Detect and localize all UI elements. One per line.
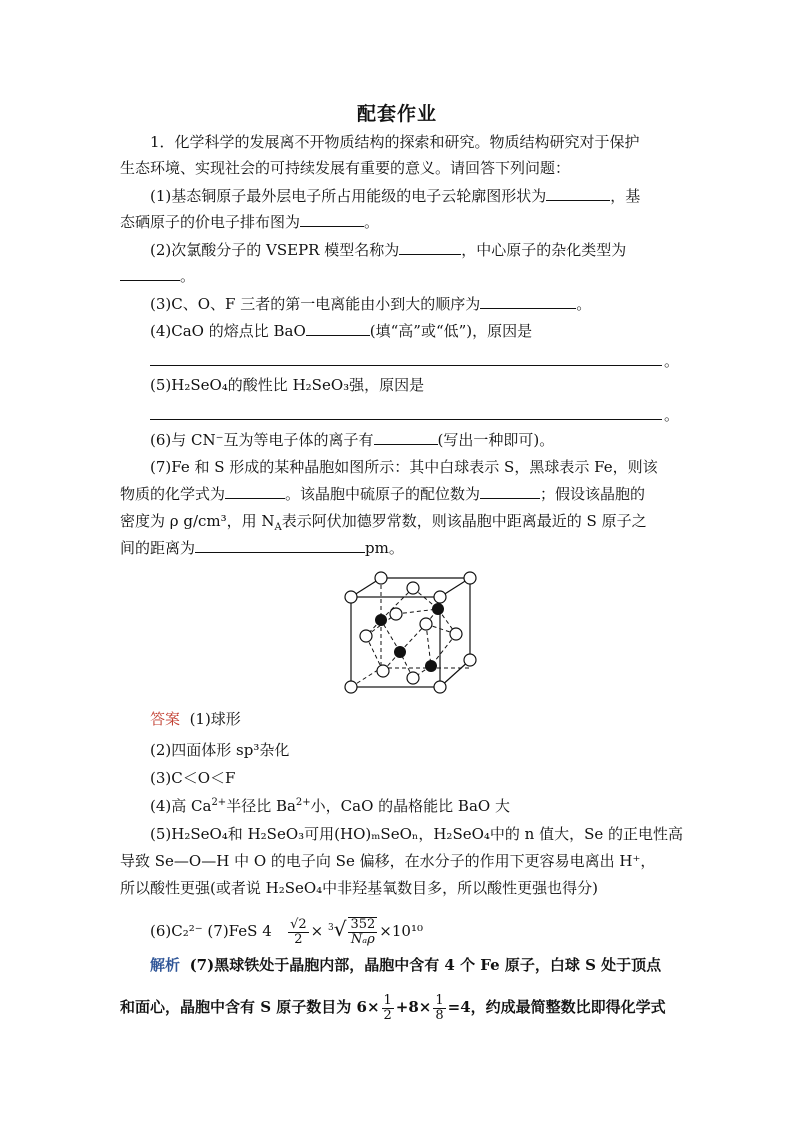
answer-3: (3)C＜O＜F bbox=[150, 769, 236, 787]
s-atom bbox=[345, 681, 357, 693]
q4-blank bbox=[306, 321, 370, 336]
s-atom bbox=[450, 628, 462, 640]
answer-6-7 bbox=[150, 912, 710, 948]
s-atom bbox=[407, 582, 419, 594]
analysis-label: 解析 bbox=[150, 956, 181, 974]
q4-answer-rule bbox=[150, 365, 662, 366]
analysis-frac-2 bbox=[433, 994, 445, 1023]
question-intro-line-2: 生态环境、实现社会的可持续发展有重要的意义。请回答下列问题： bbox=[120, 159, 571, 177]
answer-4-a: (4)高 Ca bbox=[150, 797, 212, 815]
fe-atom bbox=[394, 646, 406, 658]
q4-period: 。 bbox=[664, 352, 680, 370]
answer-4-e: 小，CaO 的晶格能比 BaO 大 bbox=[310, 797, 510, 815]
frac1-den: 2 bbox=[294, 931, 303, 947]
q6-blank bbox=[374, 430, 438, 445]
q7-line-4 bbox=[120, 538, 680, 558]
afrac2-den: 8 bbox=[435, 1007, 444, 1023]
answer-4-sup-1: 2+ bbox=[211, 797, 227, 808]
fe-atom bbox=[425, 660, 437, 672]
q7-text-b: 。该晶胞中硫原子的配位数为 bbox=[285, 485, 481, 503]
s-atom bbox=[360, 630, 372, 642]
analysis-text-2b: +8× bbox=[395, 998, 432, 1016]
fe-atom bbox=[375, 614, 387, 626]
q1-line-2 bbox=[120, 212, 680, 232]
q3-line bbox=[150, 294, 710, 314]
answer-4 bbox=[150, 796, 710, 816]
analysis-line-2 bbox=[120, 990, 680, 1024]
frac2-num: 352 bbox=[350, 917, 376, 932]
q7-line-1: (7)Fe 和 S 形成的某种晶胞如图所示：其中白球表示 S，黑球表示 Fe，则该 bbox=[150, 458, 658, 476]
root-index: 3 bbox=[327, 923, 334, 933]
q6-text-b: (写出一种即可)。 bbox=[437, 431, 555, 449]
afrac1-num: 1 bbox=[383, 992, 392, 1008]
afrac2-num: 1 bbox=[435, 992, 444, 1008]
analysis-text-2a: 和面心，晶胞中含有 S 原子数目为 6× bbox=[120, 998, 380, 1016]
answer-label: 答案 bbox=[150, 710, 181, 728]
q1-text-c: 态硒原子的价电子排布图为 bbox=[120, 213, 301, 231]
q7-blank-2 bbox=[480, 484, 540, 499]
q1-line-1 bbox=[150, 186, 710, 206]
s-atom bbox=[434, 591, 446, 603]
answer-7-fraction-2 bbox=[348, 917, 377, 947]
q7-text-3a: 密度为 ρ g/cm³，用 N bbox=[120, 512, 275, 530]
q2-line-2 bbox=[120, 266, 680, 286]
s-atom bbox=[375, 572, 387, 584]
fe-atom bbox=[432, 603, 444, 615]
q2-text-b: ，中心原子的杂化类型为 bbox=[461, 241, 627, 259]
q1-blank-1 bbox=[546, 186, 610, 201]
answer-line-1 bbox=[150, 709, 710, 729]
s-atom bbox=[407, 672, 419, 684]
q6-line bbox=[150, 430, 710, 450]
analysis-frac-1 bbox=[382, 994, 394, 1023]
q7-text-c: ；假设该晶胞的 bbox=[540, 485, 646, 503]
s-atom bbox=[464, 654, 476, 666]
frac1-num: √2 bbox=[290, 916, 307, 932]
q5-line: (5)H₂SeO₄的酸性比 H₂SeO₃强，原因是 bbox=[150, 376, 425, 394]
s-atom bbox=[377, 665, 389, 677]
q7-text-4a: 间的距离为 bbox=[120, 539, 196, 557]
afrac1-den: 2 bbox=[383, 1007, 392, 1023]
q2-blank-2 bbox=[120, 266, 180, 281]
crystal-cell-diagram bbox=[340, 566, 490, 696]
q7-sub-a: A bbox=[274, 522, 282, 533]
answer-4-sup-2: 2+ bbox=[295, 797, 311, 808]
q5-period: 。 bbox=[664, 406, 680, 424]
answer-2: (2)四面体形 sp³杂化 bbox=[150, 741, 290, 759]
answer-1: (1)球形 bbox=[189, 710, 241, 728]
q7-text-a: 物质的化学式为 bbox=[120, 485, 226, 503]
answer-4-c: 半径比 Ba bbox=[226, 797, 296, 815]
s-atom bbox=[420, 618, 432, 630]
q1-end: 。 bbox=[364, 213, 380, 231]
q1-text-b: ，基 bbox=[610, 187, 641, 205]
answer-5-line-3: 所以酸性更强(或者说 H₂SeO₄中非羟基氧数目多，所以酸性更强也得分) bbox=[120, 879, 599, 897]
q7-line-3 bbox=[120, 511, 680, 531]
analysis-text-1: (7)黑球铁处于晶胞内部，晶胞中含有 4 个 Fe 原子，白球 S 处于顶点 bbox=[189, 956, 662, 974]
answer-7-fraction-1 bbox=[288, 918, 309, 947]
q7-blank-3 bbox=[195, 538, 365, 553]
q1-blank-2 bbox=[300, 212, 364, 227]
frac2-den: Nₐρ bbox=[350, 932, 375, 947]
answer-5-line-2: 导致 Se—O—H 中 O 的电子向 Se 偏移，在水分子的作用下更容易电离出 H⁺， bbox=[120, 852, 656, 870]
q2-text: (2)次氯酸分子的 VSEPR 模型名称为 bbox=[150, 241, 400, 259]
s-atom bbox=[390, 608, 402, 620]
question-intro-line-1: 1．化学科学的发展离不开物质结构的探索和研究。物质结构研究对于保护 bbox=[150, 133, 640, 151]
power-ten: ×10¹⁰ bbox=[379, 922, 423, 940]
q3-blank bbox=[480, 294, 576, 309]
q4-text: (4)CaO 的熔点比 BaO bbox=[150, 322, 306, 340]
q7-text-4b: pm。 bbox=[365, 539, 404, 557]
q7-blank-1 bbox=[225, 484, 285, 499]
q3-text: (3)C、O、F 三者的第一电离能由小到大的顺序为 bbox=[150, 295, 481, 313]
q2-blank-1 bbox=[399, 240, 461, 255]
s-atom bbox=[434, 681, 446, 693]
answer-6-7-text: (6)C₂²⁻ (7)FeS 4 bbox=[150, 922, 272, 940]
times-sign: × bbox=[310, 922, 324, 940]
analysis-text-2c: =4，约成最简整数比即得化学式 bbox=[447, 998, 666, 1016]
radical-sign: √ bbox=[333, 917, 347, 941]
page-title: 配套作业 bbox=[356, 103, 437, 125]
q2-end: 。 bbox=[180, 267, 196, 285]
s-atom bbox=[464, 572, 476, 584]
q5-answer-rule bbox=[150, 419, 662, 420]
q1-text: (1)基态铜原子最外层电子所占用能级的电子云轮廓图形状为 bbox=[150, 187, 547, 205]
q6-text: (6)与 CN⁻互为等电子体的离子有 bbox=[150, 431, 374, 449]
q7-line-2 bbox=[120, 484, 680, 504]
q7-text-3b: 表示阿伏加德罗常数，则该晶胞中距离最近的 S 原子之 bbox=[281, 512, 647, 530]
q4-text-b: (填“高”或“低”)，原因是 bbox=[369, 322, 533, 340]
q2-line-1 bbox=[150, 240, 710, 260]
analysis-line-1 bbox=[150, 955, 710, 975]
answer-5-line-1: (5)H₂SeO₄和 H₂SeO₃可用(HO)ₘSeOₙ，H₂SeO₄中的 n 值大，Se 的正电性高 bbox=[150, 825, 684, 843]
q4-line bbox=[150, 321, 710, 341]
s-atom bbox=[345, 591, 357, 603]
q3-end: 。 bbox=[576, 295, 592, 313]
